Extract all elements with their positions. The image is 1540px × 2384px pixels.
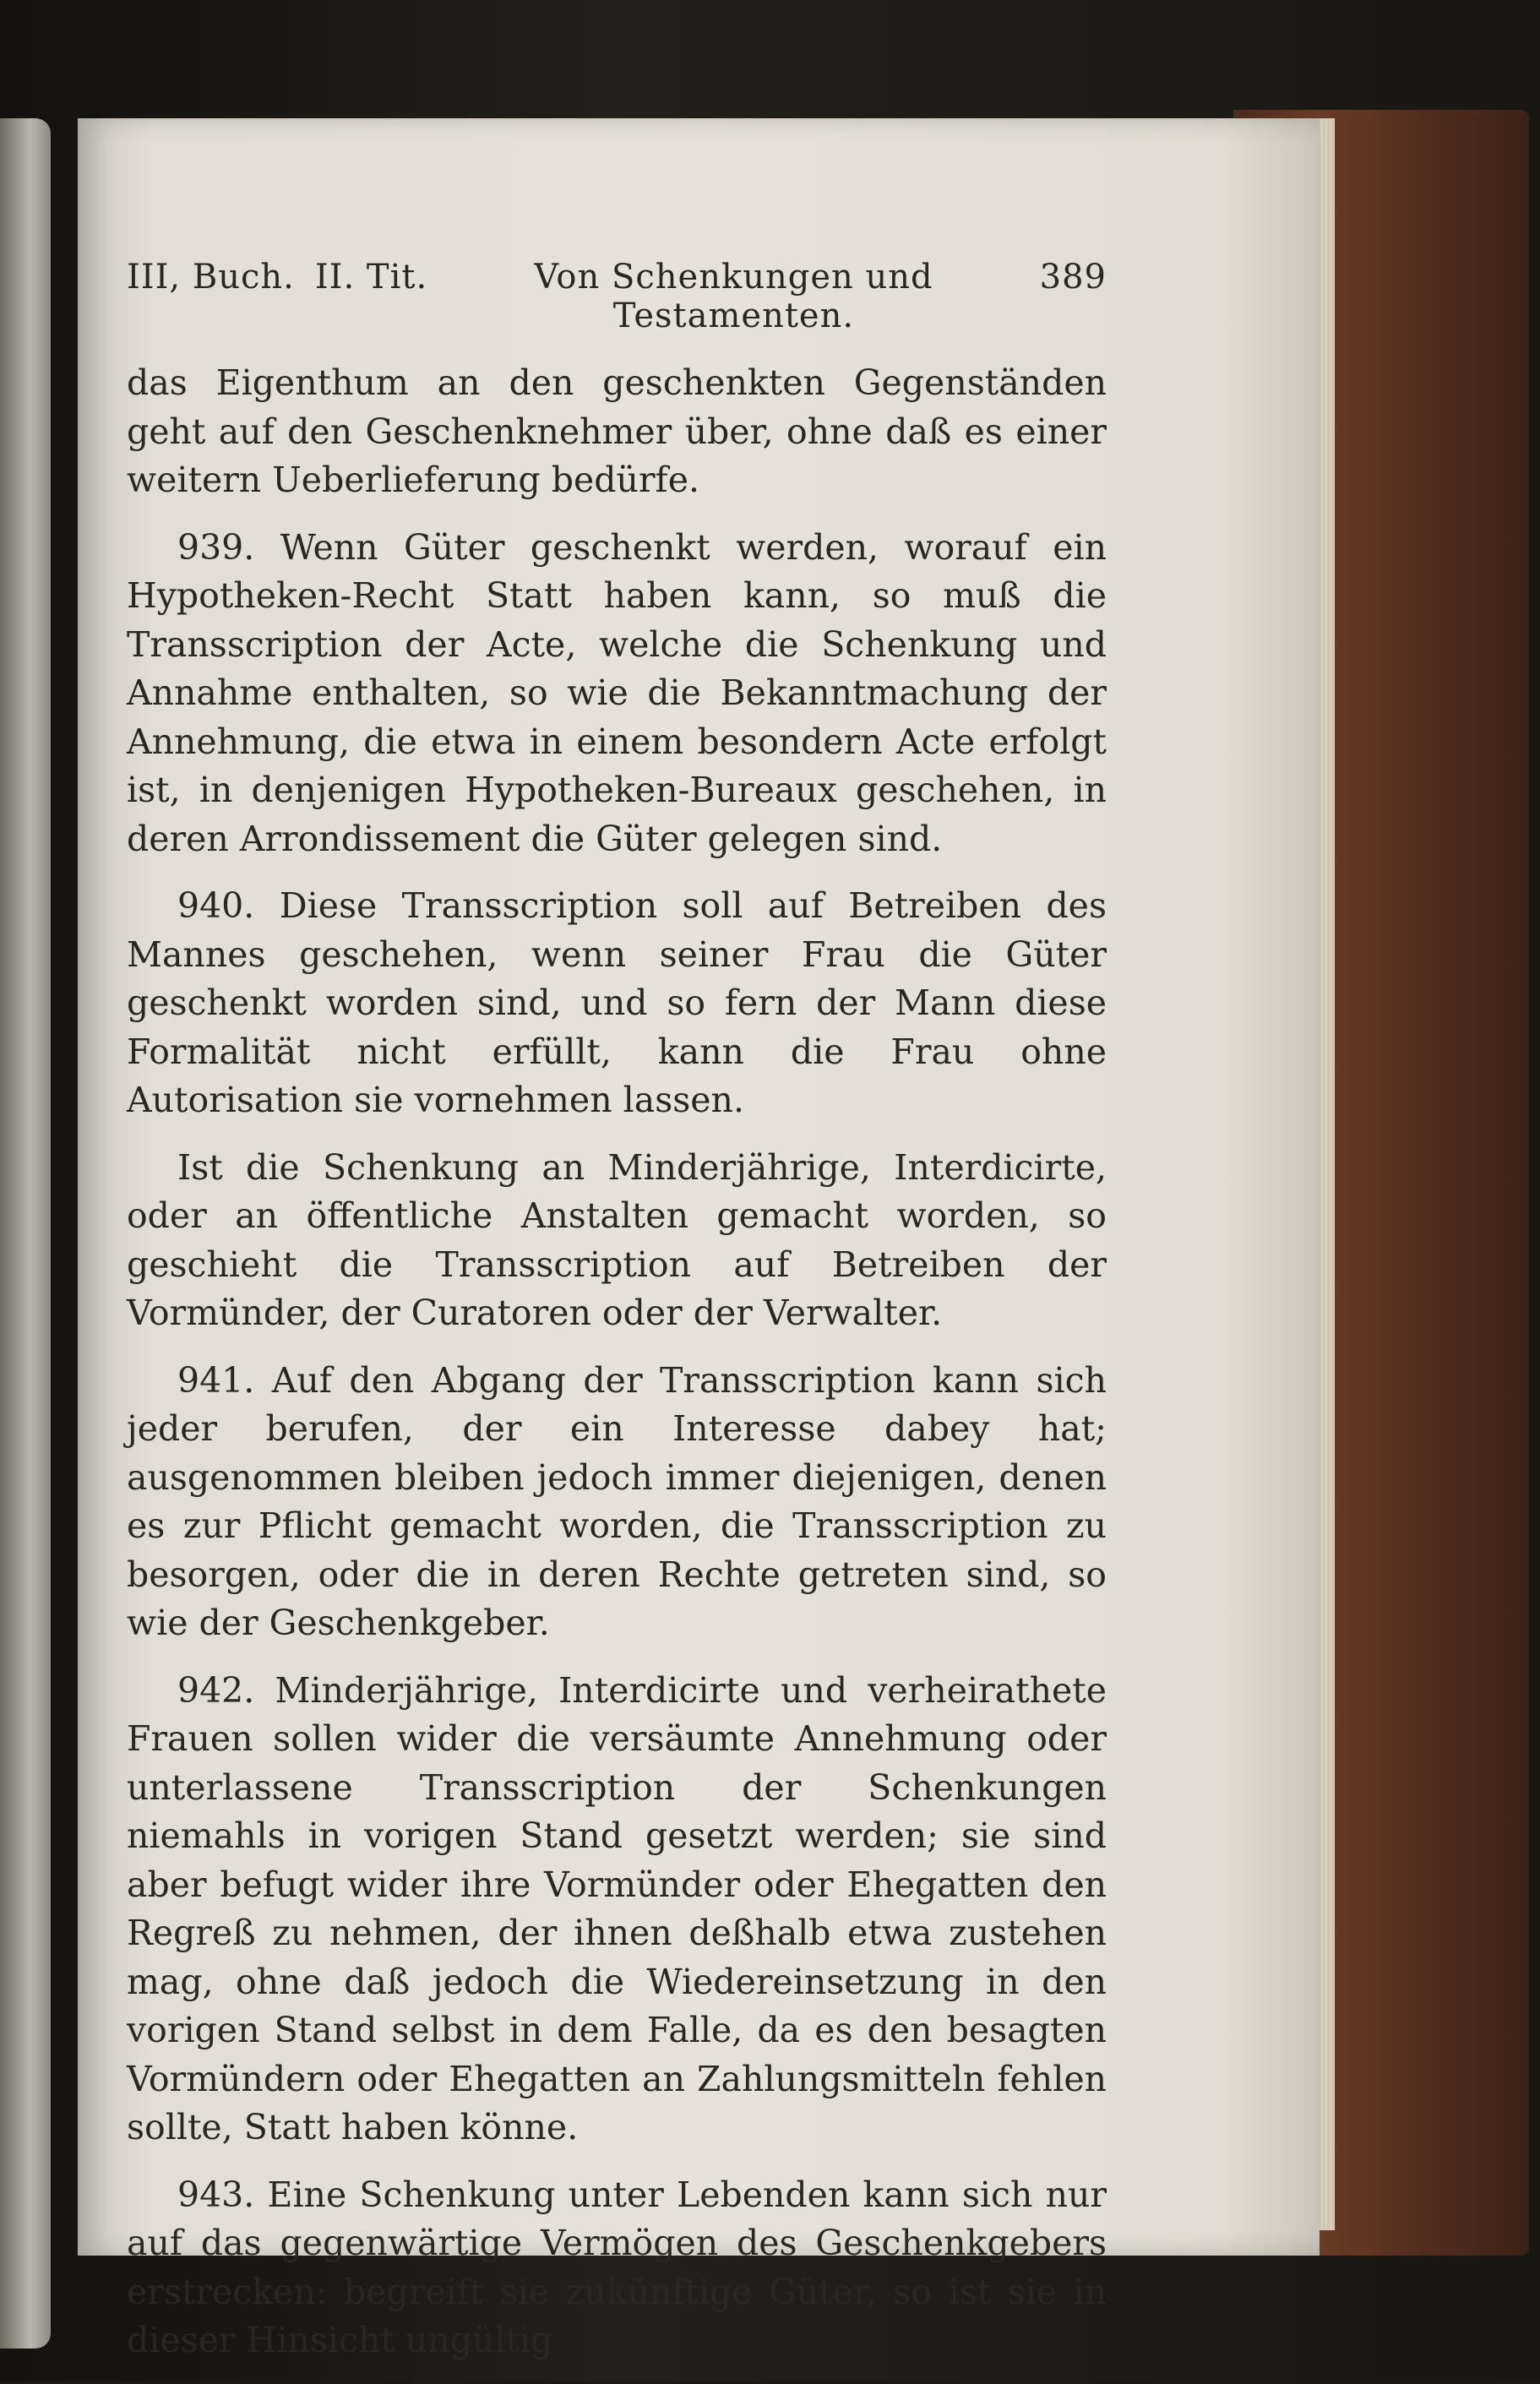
paragraph bbox=[127, 1144, 1107, 1338]
running-head-title: Von Schenkungen und Testamenten. bbox=[534, 258, 933, 335]
article-text: Minderjährige, Interdicirte und verheirathete Frauen sollen wider die versäumte Annehmung oder unterlassene Transscription der Schenkungen niemahls in vorigen Stand gesetzt werden; sie sind aber befugt wider ihre Vormünder oder Ehegatten den Regreß zu nehmen, der ihnen deßhalb etwa zustehen mag, ohne daß jedoch die Wiedereinsetzung in den vorigen Stand selbst in dem Falle, da es den besagten Vormündern oder Ehegatten an Zahlungsmitteln fehlen sollte, Statt haben könne. bbox=[127, 1669, 1107, 2147]
paragraph-text: Ist die Schenkung an Minderjährige, Interdicirte, oder an öffentliche Anstalten gemacht worden, so geschieht die Transscription auf Betreiben der Vormünder, der Curatoren oder der Verwalter. bbox=[127, 1146, 1107, 1333]
article-text: Auf den Abgang der Transscription kann sich jeder berufen, der ein Interesse dabey hat; ausgenommen bleiben jedoch immer diejenigen, denen es zur Pflicht gemacht worden, die Transscription zu besorgen, oder die in deren Rechte getreten sind, so wie der Geschenkgeber. bbox=[127, 1359, 1107, 1643]
article-number: 941. bbox=[177, 1359, 255, 1401]
page-number: 389 bbox=[1039, 258, 1107, 297]
article-942 bbox=[127, 1667, 1107, 2153]
page-text bbox=[127, 258, 1107, 2384]
article-number: 943. bbox=[177, 2174, 255, 2215]
facing-page-edge bbox=[0, 118, 51, 2349]
article-number: 942. bbox=[177, 1669, 255, 1711]
article-939 bbox=[127, 524, 1107, 864]
running-head bbox=[127, 258, 1107, 335]
article-text: Eine Schenkung unter Lebenden kann sich nur auf das gegenwärtige Vermögen des Geschenkgebers erstrecken: begreift sie zukünftige Güter, so ist sie in dieser Hinsicht ungültig bbox=[127, 2174, 1107, 2360]
article-940 bbox=[127, 882, 1107, 1125]
book-label: III, Buch. bbox=[127, 258, 295, 297]
article-941 bbox=[127, 1357, 1107, 1648]
article-number: 939. bbox=[177, 526, 255, 568]
title-label: II. Tit. bbox=[314, 258, 428, 297]
article-number: 940. bbox=[177, 885, 255, 926]
paragraph bbox=[127, 359, 1107, 505]
paragraph-text: das Eigenthum an den geschenkten Gegenständen geht auf den Geschenknehmer über, ohne daß es einer weitern Ueberlieferung bedürfe. bbox=[127, 362, 1107, 500]
article-943 bbox=[127, 2171, 1107, 2365]
article-text: Wenn Güter geschenkt werden, worauf ein Hypotheken-Recht Statt haben kann, so muß die Transscription der Acte, welche die Schenkung und Annahme enthalten, so wie die Bekanntmachung der Annehmung, die etwa in einem besondern Acte erfolgt ist, in denjenigen Hypotheken-Bureaux geschehen, in deren Arrondissement die Güter gelegen sind. bbox=[127, 526, 1107, 859]
article-text: Diese Transscription soll auf Betreiben des Mannes geschehen, wenn seiner Frau die Güter geschenkt worden sind, und so fern der Mann diese Formalität nicht erfüllt, kann die Frau ohne Autorisation sie vornehmen lassen. bbox=[127, 885, 1107, 1120]
